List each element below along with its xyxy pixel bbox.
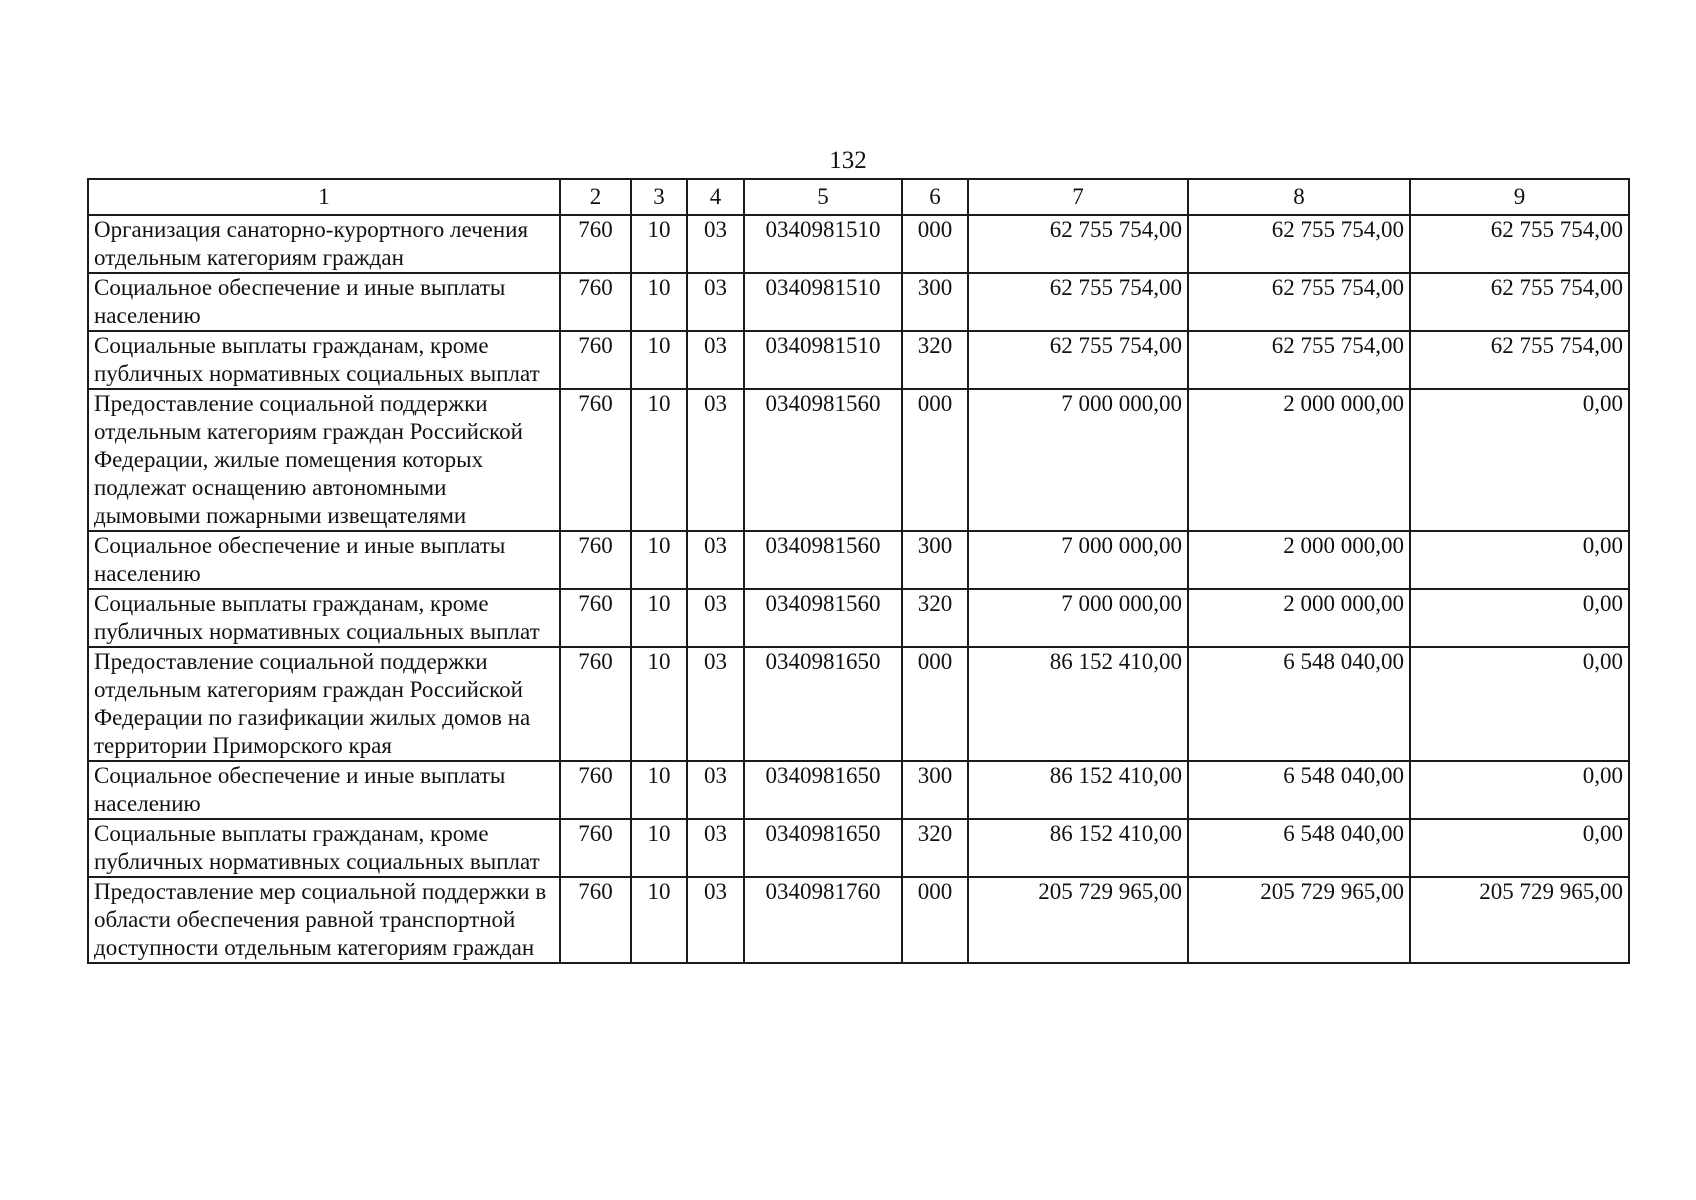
subsection-code: 03 bbox=[687, 389, 744, 531]
section-code: 10 bbox=[631, 531, 687, 589]
budget-table bbox=[87, 178, 1630, 964]
section-code: 10 bbox=[631, 647, 687, 761]
amount-col-7: 86 152 410,00 bbox=[968, 647, 1188, 761]
section-code: 10 bbox=[631, 761, 687, 819]
subsection-code: 03 bbox=[687, 647, 744, 761]
amount-col-8: 6 548 040,00 bbox=[1188, 761, 1410, 819]
ministry-code: 760 bbox=[560, 331, 631, 389]
expense-type-code: 320 bbox=[902, 331, 968, 389]
amount-col-8: 2 000 000,00 bbox=[1188, 531, 1410, 589]
target-article-code: 0340981650 bbox=[744, 761, 902, 819]
amount-col-9: 0,00 bbox=[1410, 647, 1629, 761]
amount-col-8: 62 755 754,00 bbox=[1188, 215, 1410, 273]
table-header bbox=[88, 179, 1629, 215]
ministry-code: 760 bbox=[560, 589, 631, 647]
header-col-9: 9 bbox=[1410, 179, 1629, 215]
item-name: Предоставление мер социальной поддержки в области обеспечения равной транспортной доступности отдельным категориям граждан bbox=[88, 877, 560, 963]
section-code: 10 bbox=[631, 389, 687, 531]
expense-type-code: 300 bbox=[902, 273, 968, 331]
expense-type-code: 300 bbox=[902, 761, 968, 819]
amount-col-7: 62 755 754,00 bbox=[968, 215, 1188, 273]
ministry-code: 760 bbox=[560, 389, 631, 531]
item-name: Социальные выплаты гражданам, кроме публичных нормативных социальных выплат bbox=[88, 819, 560, 877]
expense-type-code: 320 bbox=[902, 819, 968, 877]
target-article-code: 0340981760 bbox=[744, 877, 902, 963]
section-code: 10 bbox=[631, 215, 687, 273]
header-col-7: 7 bbox=[968, 179, 1188, 215]
amount-col-7: 7 000 000,00 bbox=[968, 589, 1188, 647]
table-body bbox=[88, 215, 1629, 963]
table-row bbox=[88, 761, 1629, 819]
table-row bbox=[88, 589, 1629, 647]
target-article-code: 0340981510 bbox=[744, 331, 902, 389]
table-row bbox=[88, 273, 1629, 331]
section-code: 10 bbox=[631, 331, 687, 389]
target-article-code: 0340981650 bbox=[744, 647, 902, 761]
amount-col-9: 0,00 bbox=[1410, 589, 1629, 647]
amount-col-7: 86 152 410,00 bbox=[968, 761, 1188, 819]
amount-col-8: 62 755 754,00 bbox=[1188, 273, 1410, 331]
amount-col-9: 205 729 965,00 bbox=[1410, 877, 1629, 963]
subsection-code: 03 bbox=[687, 761, 744, 819]
amount-col-7: 62 755 754,00 bbox=[968, 331, 1188, 389]
ministry-code: 760 bbox=[560, 531, 631, 589]
item-name: Социальное обеспечение и иные выплаты населению bbox=[88, 761, 560, 819]
subsection-code: 03 bbox=[687, 531, 744, 589]
amount-col-8: 2 000 000,00 bbox=[1188, 589, 1410, 647]
target-article-code: 0340981560 bbox=[744, 531, 902, 589]
subsection-code: 03 bbox=[687, 331, 744, 389]
item-name: Социальное обеспечение и иные выплаты населению bbox=[88, 273, 560, 331]
header-col-1: 1 bbox=[88, 179, 560, 215]
subsection-code: 03 bbox=[687, 273, 744, 331]
amount-col-7: 86 152 410,00 bbox=[968, 819, 1188, 877]
ministry-code: 760 bbox=[560, 877, 631, 963]
amount-col-9: 62 755 754,00 bbox=[1410, 331, 1629, 389]
item-name: Социальные выплаты гражданам, кроме публичных нормативных социальных выплат bbox=[88, 331, 560, 389]
expense-type-code: 000 bbox=[902, 647, 968, 761]
amount-col-7: 7 000 000,00 bbox=[968, 389, 1188, 531]
target-article-code: 0340981510 bbox=[744, 273, 902, 331]
target-article-code: 0340981560 bbox=[744, 389, 902, 531]
section-code: 10 bbox=[631, 877, 687, 963]
amount-col-7: 62 755 754,00 bbox=[968, 273, 1188, 331]
header-col-4: 4 bbox=[687, 179, 744, 215]
amount-col-7: 7 000 000,00 bbox=[968, 531, 1188, 589]
table-row bbox=[88, 331, 1629, 389]
amount-col-8: 2 000 000,00 bbox=[1188, 389, 1410, 531]
expense-type-code: 000 bbox=[902, 215, 968, 273]
table-row bbox=[88, 215, 1629, 273]
table-row bbox=[88, 647, 1629, 761]
target-article-code: 0340981650 bbox=[744, 819, 902, 877]
amount-col-9: 0,00 bbox=[1410, 389, 1629, 531]
subsection-code: 03 bbox=[687, 589, 744, 647]
subsection-code: 03 bbox=[687, 215, 744, 273]
item-name: Социальные выплаты гражданам, кроме публичных нормативных социальных выплат bbox=[88, 589, 560, 647]
header-col-3: 3 bbox=[631, 179, 687, 215]
subsection-code: 03 bbox=[687, 877, 744, 963]
expense-type-code: 000 bbox=[902, 389, 968, 531]
amount-col-7: 205 729 965,00 bbox=[968, 877, 1188, 963]
amount-col-8: 205 729 965,00 bbox=[1188, 877, 1410, 963]
amount-col-8: 62 755 754,00 bbox=[1188, 331, 1410, 389]
target-article-code: 0340981510 bbox=[744, 215, 902, 273]
section-code: 10 bbox=[631, 273, 687, 331]
section-code: 10 bbox=[631, 819, 687, 877]
ministry-code: 760 bbox=[560, 647, 631, 761]
amount-col-9: 0,00 bbox=[1410, 819, 1629, 877]
header-col-5: 5 bbox=[744, 179, 902, 215]
item-name: Организация санаторно-курортного лечения отдельным категориям граждан bbox=[88, 215, 560, 273]
item-name: Предоставление социальной поддержки отдельным категориям граждан Российской Федерации, жилые помещения которых подлежат оснащению автономными дымовыми пожарными извещателями bbox=[88, 389, 560, 531]
amount-col-9: 0,00 bbox=[1410, 531, 1629, 589]
header-col-6: 6 bbox=[902, 179, 968, 215]
amount-col-9: 0,00 bbox=[1410, 761, 1629, 819]
ministry-code: 760 bbox=[560, 273, 631, 331]
table-row bbox=[88, 531, 1629, 589]
header-row bbox=[88, 179, 1629, 215]
expense-type-code: 000 bbox=[902, 877, 968, 963]
target-article-code: 0340981560 bbox=[744, 589, 902, 647]
header-col-8: 8 bbox=[1188, 179, 1410, 215]
amount-col-9: 62 755 754,00 bbox=[1410, 215, 1629, 273]
ministry-code: 760 bbox=[560, 215, 631, 273]
table-row bbox=[88, 877, 1629, 963]
ministry-code: 760 bbox=[560, 819, 631, 877]
amount-col-8: 6 548 040,00 bbox=[1188, 647, 1410, 761]
section-code: 10 bbox=[631, 589, 687, 647]
subsection-code: 03 bbox=[687, 819, 744, 877]
amount-col-9: 62 755 754,00 bbox=[1410, 273, 1629, 331]
header-col-2: 2 bbox=[560, 179, 631, 215]
expense-type-code: 300 bbox=[902, 531, 968, 589]
table-row bbox=[88, 389, 1629, 531]
amount-col-8: 6 548 040,00 bbox=[1188, 819, 1410, 877]
expense-type-code: 320 bbox=[902, 589, 968, 647]
page-number: 132 bbox=[829, 147, 867, 174]
ministry-code: 760 bbox=[560, 761, 631, 819]
table-row bbox=[88, 819, 1629, 877]
item-name: Предоставление социальной поддержки отдельным категориям граждан Российской Федерации по газификации жилых домов на территории Приморского края bbox=[88, 647, 560, 761]
item-name: Социальное обеспечение и иные выплаты населению bbox=[88, 531, 560, 589]
